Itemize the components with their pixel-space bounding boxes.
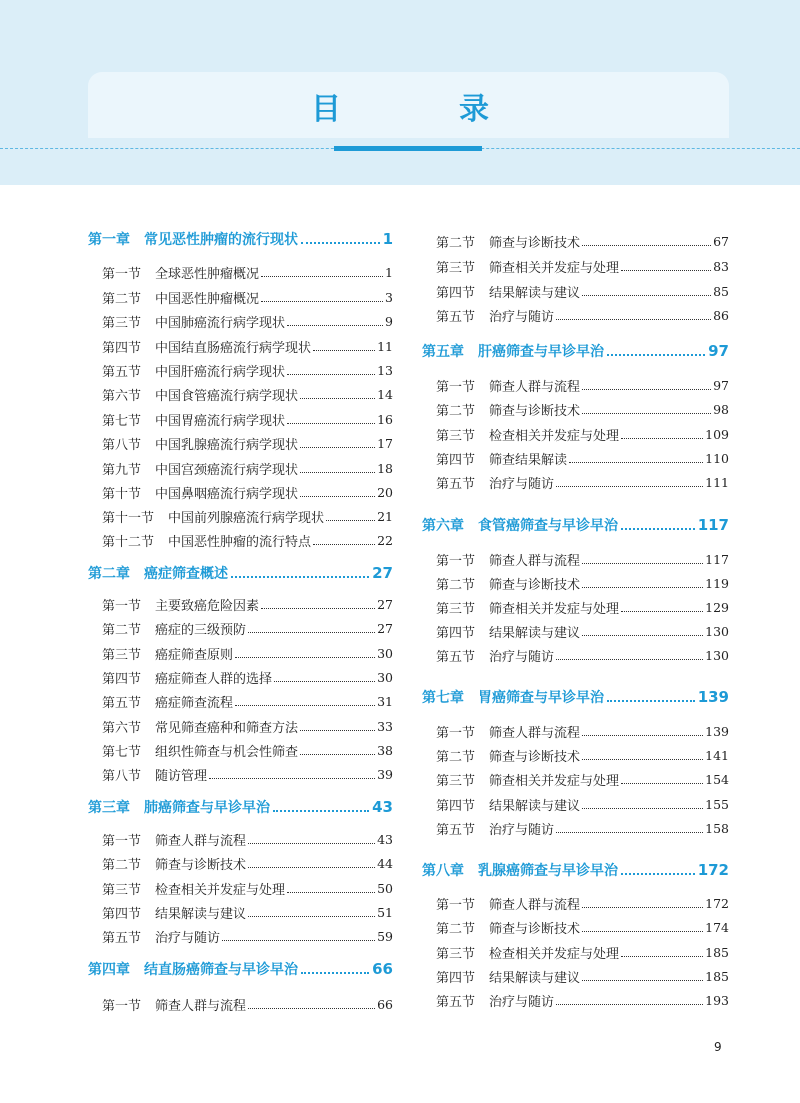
toc-section-entry[interactable] — [436, 942, 729, 962]
page-ref: 11 — [377, 338, 393, 354]
chapter-title: 肝癌筛查与早诊早治 — [478, 344, 604, 360]
page-ref: 27 — [377, 620, 393, 636]
section-number: 第一节 — [436, 553, 476, 569]
toc-section-entry[interactable] — [102, 262, 393, 282]
toc-section-entry[interactable] — [102, 287, 393, 307]
toc-section-entry[interactable] — [102, 716, 393, 736]
page-ref: 86 — [713, 307, 729, 323]
page-ref: 193 — [705, 992, 729, 1008]
page-ref: 18 — [377, 460, 393, 476]
section-number: 第三节 — [436, 601, 476, 617]
page-ref: 172 — [697, 861, 729, 879]
dot-leader — [300, 398, 375, 399]
page-ref: 109 — [705, 426, 729, 442]
page-ref: 17 — [377, 435, 393, 451]
toc-section-entry[interactable] — [102, 764, 393, 784]
section-title: 中国恶性肿瘤概况 — [155, 291, 260, 307]
dot-leader — [274, 681, 375, 682]
page-ref: 21 — [377, 508, 393, 524]
toc-section-entry[interactable] — [436, 966, 729, 986]
toc-section-entry[interactable] — [436, 573, 729, 593]
toc-section-entry[interactable] — [102, 409, 393, 429]
section-title: 筛查相关并发症与处理 — [489, 601, 620, 617]
section-number: 第五节 — [436, 994, 476, 1010]
toc-section-entry[interactable] — [102, 384, 393, 404]
section-title: 检查相关并发症与处理 — [155, 882, 286, 898]
dot-leader — [582, 907, 703, 908]
section-title: 结果解读与建议 — [489, 625, 581, 641]
toc-section-entry[interactable] — [102, 853, 393, 873]
title-underline — [334, 146, 482, 151]
page-ref: 97 — [713, 377, 729, 393]
dot-leader — [300, 447, 375, 448]
dot-leader — [273, 810, 369, 812]
dot-leader — [582, 808, 703, 809]
section-number: 第四节 — [102, 906, 142, 922]
page-ref: 13 — [377, 362, 393, 378]
dot-leader — [621, 438, 703, 439]
section-number: 第五节 — [436, 649, 476, 665]
dot-leader — [300, 730, 375, 731]
section-title: 筛查人群与流程 — [489, 553, 581, 569]
section-title: 中国乳腺癌流行病学现状 — [155, 437, 299, 453]
toc-section-entry[interactable] — [436, 745, 729, 765]
dot-leader — [222, 940, 375, 941]
section-number: 第一节 — [102, 833, 142, 849]
dot-leader — [326, 520, 375, 521]
dot-leader — [582, 563, 703, 564]
section-number: 第一节 — [102, 598, 142, 614]
dot-leader — [287, 892, 375, 893]
section-title: 筛查与诊断技术 — [489, 235, 581, 251]
toc-section-entry[interactable] — [102, 336, 393, 356]
toc-section-entry[interactable] — [436, 399, 729, 419]
toc-section-entry[interactable] — [102, 667, 393, 687]
section-number: 第四节 — [102, 671, 142, 687]
section-number: 第十二节 — [102, 534, 155, 550]
dot-leader — [248, 916, 375, 917]
dot-leader — [582, 931, 703, 932]
page-ref: 3 — [385, 289, 393, 305]
section-title: 主要致癌危险因素 — [155, 598, 260, 614]
dot-leader — [248, 632, 375, 633]
section-number: 第四节 — [436, 970, 476, 986]
toc-section-entry[interactable] — [102, 433, 393, 453]
toc-section-entry[interactable] — [102, 482, 393, 502]
chapter-title: 癌症筛查概述 — [144, 566, 228, 582]
page-ref: 14 — [377, 386, 393, 402]
toc-section-entry[interactable] — [102, 829, 393, 849]
section-title: 筛查人群与流程 — [489, 379, 581, 395]
section-number: 第二节 — [102, 291, 142, 307]
page-ref: 30 — [377, 645, 393, 661]
dot-leader — [582, 635, 703, 636]
page-ref: 38 — [377, 742, 393, 758]
toc-section-entry[interactable] — [102, 530, 393, 550]
toc-section-entry[interactable] — [102, 311, 393, 331]
page-title: 目 录 — [311, 92, 533, 127]
dot-leader — [621, 783, 703, 784]
toc-chapter-entry[interactable] — [422, 684, 729, 710]
page-ref: 22 — [377, 532, 393, 548]
section-title: 筛查人群与流程 — [155, 998, 247, 1014]
page-ref: 155 — [705, 796, 729, 812]
chapter-number: 第六章 — [422, 518, 464, 534]
section-number: 第二节 — [436, 403, 476, 419]
dot-leader — [287, 325, 383, 326]
dot-leader — [556, 319, 711, 320]
toc-section-entry[interactable] — [436, 472, 729, 492]
toc-section-entry[interactable] — [436, 794, 729, 814]
section-number: 第七节 — [102, 744, 142, 760]
page-ref: 130 — [705, 647, 729, 663]
section-number: 第八节 — [102, 768, 142, 784]
toc-section-entry[interactable] — [436, 990, 729, 1010]
section-number: 第四节 — [436, 285, 476, 301]
dot-leader — [300, 472, 375, 473]
toc-section-entry[interactable] — [436, 375, 729, 395]
toc-section-entry[interactable] — [102, 994, 393, 1014]
section-title: 中国食管癌流行病学现状 — [155, 388, 299, 404]
chapter-title: 常见恶性肿瘤的流行现状 — [144, 232, 298, 248]
section-title: 中国宫颈癌流行病学现状 — [155, 462, 299, 478]
section-title: 中国结直肠癌流行病学现状 — [155, 340, 312, 356]
dot-leader — [556, 1004, 703, 1005]
chapter-title: 乳腺癌筛查与早诊早治 — [478, 863, 618, 879]
page-ref: 67 — [713, 233, 729, 249]
page-ref: 97 — [708, 342, 729, 360]
section-title: 癌症筛查流程 — [155, 695, 234, 711]
page-ref: 139 — [697, 688, 729, 706]
section-title: 中国肺癌流行病学现状 — [155, 315, 286, 331]
section-number: 第六节 — [102, 720, 142, 736]
section-title: 结果解读与建议 — [489, 970, 581, 986]
dot-leader — [209, 778, 375, 779]
dot-leader — [248, 867, 375, 868]
section-number: 第二节 — [436, 577, 476, 593]
dot-leader — [621, 956, 703, 957]
section-title: 筛查与诊断技术 — [489, 921, 581, 937]
page-ref: 85 — [713, 283, 729, 299]
toc-chapter-entry[interactable] — [88, 794, 393, 820]
section-title: 癌症筛查原则 — [155, 647, 234, 663]
section-title: 筛查与诊断技术 — [489, 749, 581, 765]
dot-leader — [621, 528, 695, 530]
dot-leader — [313, 350, 375, 351]
section-number: 第八节 — [102, 437, 142, 453]
dot-leader — [287, 374, 375, 375]
toc-section-entry[interactable] — [436, 645, 729, 665]
page-ref: 59 — [377, 928, 393, 944]
section-title: 筛查人群与流程 — [489, 725, 581, 741]
section-title: 常见筛查癌种和筛查方法 — [155, 720, 299, 736]
dot-leader — [582, 389, 711, 390]
toc-section-entry[interactable] — [436, 305, 729, 325]
section-number: 第五节 — [436, 822, 476, 838]
section-title: 治疗与随访 — [489, 822, 555, 838]
toc-section-entry[interactable] — [102, 360, 393, 380]
section-number: 第一节 — [436, 379, 476, 395]
dot-leader — [301, 242, 380, 244]
toc-section-entry[interactable] — [436, 256, 729, 276]
page-ref: 16 — [377, 411, 393, 427]
dot-leader — [235, 705, 375, 706]
toc-section-entry[interactable] — [102, 926, 393, 946]
dot-leader — [582, 413, 711, 414]
section-title: 治疗与随访 — [155, 930, 221, 946]
section-number: 第四节 — [436, 452, 476, 468]
page-ref: 98 — [713, 401, 729, 417]
page-ref: 117 — [705, 551, 729, 567]
toc-section-entry[interactable] — [102, 458, 393, 478]
dot-leader — [261, 608, 375, 609]
section-title: 筛查相关并发症与处理 — [489, 260, 620, 276]
section-title: 中国胃癌流行病学现状 — [155, 413, 286, 429]
toc-section-entry[interactable] — [102, 618, 393, 638]
page-ref: 27 — [377, 596, 393, 612]
dot-leader — [621, 873, 695, 875]
section-number: 第一节 — [102, 998, 142, 1014]
dot-leader — [569, 462, 703, 463]
page-ref: 33 — [377, 718, 393, 734]
toc-chapter-entry[interactable] — [422, 512, 729, 538]
dot-leader — [607, 354, 705, 356]
toc-chapter-entry[interactable] — [88, 956, 393, 982]
section-title: 筛查与诊断技术 — [489, 577, 581, 593]
dot-leader — [582, 980, 703, 981]
section-number: 第五节 — [102, 695, 142, 711]
section-title: 中国鼻咽癌流行病学现状 — [155, 486, 299, 502]
dot-leader — [582, 587, 703, 588]
toc-section-entry[interactable] — [102, 594, 393, 614]
toc-section-entry[interactable] — [436, 818, 729, 838]
page-ref: 185 — [705, 968, 729, 984]
chapter-number: 第一章 — [88, 232, 130, 248]
chapter-number: 第二章 — [88, 566, 130, 582]
dot-leader — [556, 486, 703, 487]
toc-section-entry[interactable] — [102, 643, 393, 663]
dot-leader — [261, 301, 383, 302]
toc-section-entry[interactable] — [436, 231, 729, 251]
dot-leader — [301, 972, 369, 974]
section-title: 治疗与随访 — [489, 649, 555, 665]
page-ref: 50 — [377, 880, 393, 896]
section-number: 第三节 — [102, 882, 142, 898]
section-number: 第五节 — [436, 309, 476, 325]
section-number: 第七节 — [102, 413, 142, 429]
page-ref: 119 — [705, 575, 729, 591]
page-ref: 9 — [385, 313, 393, 329]
toc-section-entry[interactable] — [436, 769, 729, 789]
section-title: 筛查相关并发症与处理 — [489, 773, 620, 789]
dot-leader — [607, 700, 695, 702]
chapter-number: 第四章 — [88, 962, 130, 978]
section-title: 筛查与诊断技术 — [155, 857, 247, 873]
toc-section-entry[interactable] — [102, 691, 393, 711]
page-ref: 20 — [377, 484, 393, 500]
page-ref: 174 — [705, 919, 729, 935]
section-number: 第四节 — [436, 625, 476, 641]
chapter-title: 胃癌筛查与早诊早治 — [478, 690, 604, 706]
page-ref: 130 — [705, 623, 729, 639]
section-title: 结果解读与建议 — [489, 798, 581, 814]
toc-section-entry[interactable] — [102, 878, 393, 898]
section-title: 筛查人群与流程 — [155, 833, 247, 849]
section-number: 第二节 — [436, 749, 476, 765]
toc-section-entry[interactable] — [102, 740, 393, 760]
dot-leader — [248, 843, 375, 844]
chapter-title: 结直肠癌筛查与早诊早治 — [144, 962, 298, 978]
section-number: 第三节 — [102, 647, 142, 663]
page-ref: 139 — [705, 723, 729, 739]
toc-section-entry[interactable] — [436, 549, 729, 569]
toc-section-entry[interactable] — [436, 621, 729, 641]
section-number: 第五节 — [436, 476, 476, 492]
section-title: 癌症的三级预防 — [155, 622, 247, 638]
page-ref: 83 — [713, 258, 729, 274]
toc-chapter-entry[interactable] — [88, 560, 393, 586]
dot-leader — [300, 496, 375, 497]
section-number: 第十一节 — [102, 510, 155, 526]
page-ref: 141 — [705, 747, 729, 763]
dot-leader — [313, 544, 375, 545]
toc-section-entry[interactable] — [436, 917, 729, 937]
section-title: 癌症筛查人群的选择 — [155, 671, 273, 687]
section-title: 检查相关并发症与处理 — [489, 428, 620, 444]
section-title: 治疗与随访 — [489, 309, 555, 325]
section-number: 第二节 — [436, 235, 476, 251]
section-title: 结果解读与建议 — [489, 285, 581, 301]
section-number: 第二节 — [102, 857, 142, 873]
section-number: 第九节 — [102, 462, 142, 478]
section-number: 第五节 — [102, 930, 142, 946]
page-ref: 111 — [705, 474, 729, 490]
toc-section-entry[interactable] — [436, 721, 729, 741]
toc-chapter-entry[interactable] — [422, 857, 729, 883]
dot-leader — [556, 832, 703, 833]
page-ref: 117 — [697, 516, 729, 534]
section-number: 第三节 — [436, 260, 476, 276]
chapter-title: 肺癌筛查与早诊早治 — [144, 800, 270, 816]
page-ref: 30 — [377, 669, 393, 685]
page-ref: 66 — [377, 996, 393, 1012]
toc-section-entry[interactable] — [102, 506, 393, 526]
dot-leader — [261, 276, 383, 277]
toc-section-entry[interactable] — [436, 597, 729, 617]
section-title: 中国前列腺癌流行病学现状 — [168, 510, 325, 526]
page-ref: 43 — [377, 831, 393, 847]
section-title: 筛查人群与流程 — [489, 897, 581, 913]
page-ref: 31 — [377, 693, 393, 709]
section-title: 结果解读与建议 — [155, 906, 247, 922]
page-ref: 51 — [377, 904, 393, 920]
chapter-title: 食管癌筛查与早诊早治 — [478, 518, 618, 534]
page-ref: 1 — [382, 230, 393, 248]
chapter-number: 第五章 — [422, 344, 464, 360]
dot-leader — [248, 1008, 375, 1009]
chapter-number: 第三章 — [88, 800, 130, 816]
page-ref: 158 — [705, 820, 729, 836]
dot-leader — [556, 659, 703, 660]
toc-section-entry[interactable] — [436, 281, 729, 301]
dot-leader — [287, 423, 375, 424]
page-ref: 66 — [372, 960, 393, 978]
section-title: 中国恶性肿瘤的流行特点 — [168, 534, 312, 550]
chapter-number: 第八章 — [422, 863, 464, 879]
section-title: 中国肝癌流行病学现状 — [155, 364, 286, 380]
page-number: 9 — [714, 1040, 722, 1054]
section-number: 第一节 — [102, 266, 142, 282]
page-ref: 154 — [705, 771, 729, 787]
page-ref: 27 — [372, 564, 393, 582]
chapter-number: 第七章 — [422, 690, 464, 706]
section-number: 第三节 — [436, 946, 476, 962]
section-number: 第四节 — [102, 340, 142, 356]
section-number: 第一节 — [436, 897, 476, 913]
dot-leader — [582, 759, 703, 760]
page-ref: 39 — [377, 766, 393, 782]
section-title: 全球恶性肿瘤概况 — [155, 266, 260, 282]
section-number: 第二节 — [436, 921, 476, 937]
page-ref: 129 — [705, 599, 729, 615]
section-title: 筛查结果解读 — [489, 452, 568, 468]
section-number: 第六节 — [102, 388, 142, 404]
dot-leader — [300, 754, 375, 755]
section-title: 检查相关并发症与处理 — [489, 946, 620, 962]
section-title: 治疗与随访 — [489, 476, 555, 492]
page-ref: 185 — [705, 944, 729, 960]
section-number: 第一节 — [436, 725, 476, 741]
toc-chapter-entry[interactable] — [422, 338, 729, 364]
page-ref: 44 — [377, 855, 393, 871]
section-number: 第二节 — [102, 622, 142, 638]
dot-leader — [582, 295, 711, 296]
page-ref: 1 — [385, 264, 393, 280]
toc-section-entry[interactable] — [436, 448, 729, 468]
section-title: 随访管理 — [155, 768, 208, 784]
toc-section-entry[interactable] — [102, 902, 393, 922]
toc-section-entry[interactable] — [436, 424, 729, 444]
dot-leader — [582, 735, 703, 736]
section-number: 第三节 — [102, 315, 142, 331]
dot-leader — [231, 576, 369, 578]
dot-leader — [621, 611, 703, 612]
section-number: 第三节 — [436, 773, 476, 789]
section-number: 第十节 — [102, 486, 142, 502]
dot-leader — [582, 245, 711, 246]
toc-chapter-entry[interactable] — [88, 226, 393, 252]
page-ref: 172 — [705, 895, 729, 911]
page-ref: 43 — [372, 798, 393, 816]
section-number: 第五节 — [102, 364, 142, 380]
dot-leader — [621, 270, 711, 271]
toc-section-entry[interactable] — [436, 893, 729, 913]
section-title: 治疗与随访 — [489, 994, 555, 1010]
section-title: 组织性筛查与机会性筛查 — [155, 744, 299, 760]
section-number: 第四节 — [436, 798, 476, 814]
section-number: 第三节 — [436, 428, 476, 444]
section-title: 筛查与诊断技术 — [489, 403, 581, 419]
page-ref: 110 — [705, 450, 729, 466]
dot-leader — [235, 657, 375, 658]
